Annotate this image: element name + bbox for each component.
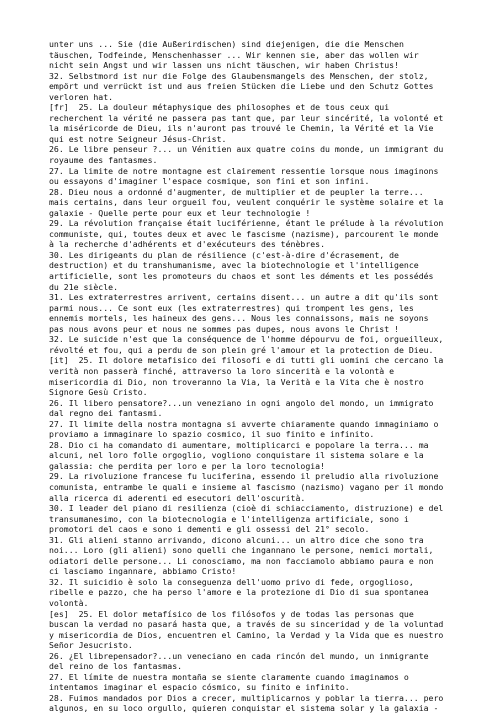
text-line: révolté et fou, qui a perdu de son plein gré l'amour et la protection de Dieu. xyxy=(49,344,434,355)
text-line: odiatori delle persone... Li conosciamo, ma non facciamolo abbiamo paura e non xyxy=(49,555,434,566)
text-line: empört und verrückt ist und aus freien Stücken die Liebe und den Schutz Gottes xyxy=(49,81,434,92)
text-line: noi... Loro (gli alieni) sono quelli che ingannano le persone, nemici mortali, xyxy=(49,545,434,556)
text-line: 27. Il limite della nostra montagna si avverte chiaramente quando immaginiamo o xyxy=(49,418,439,429)
text-line: 26. Le libre penseur ?... un Vénitien aux quatre coins du monde, un immigrant du xyxy=(49,144,444,155)
text-line: nicht sein Angst und wir lassen uns nicht täuschen, wir haben Christus! xyxy=(49,60,399,71)
text-line: buscan la verdad no pasará hasta que, a través de su sinceridad y de la voluntad xyxy=(49,619,444,630)
text-line: 30. I leader del piano di resilienza (cioè di schiacciamento, distruzione) e del xyxy=(49,503,444,514)
text-line: 28. Fuimos mandados por Dios a crecer, multiplicarnos y poblar la tierra... pero xyxy=(49,692,444,703)
text-line: 26. Il libero pensatore?...un veneziano in ogni angolo del mondo, un immigrato xyxy=(49,397,434,408)
text-line: galaxie - Quelle perte pour eux et leur technologie ! xyxy=(49,207,311,218)
text-line: communiste, qui, toutes deux et avec le fascisme (nazisme), parcourent le monde xyxy=(49,228,439,239)
text-line: mais certains, dans leur orgueil fou, veulent conquérir le système solaire et la xyxy=(49,197,444,208)
text-line: alcuni, nel loro folle orgoglio, vogliono conquistare il sistema solare e la xyxy=(49,450,424,461)
text-line: intentamos imaginar el espacio cósmico, su finito e infinito. xyxy=(49,682,350,693)
text-line: 29. La rivoluzione francese fu luciferina, essendo il preludio alla rivoluzione xyxy=(49,471,439,482)
text-line: 26. ¿El librepensador?...un veneciano en cada rincón del mundo, un inmigrante xyxy=(49,650,429,661)
text-line: 31. Gli alieni stanno arrivando, dicono alcuni... un altro dice che sono tra xyxy=(49,534,424,545)
text-line: del reino de los fantasmas. xyxy=(49,661,183,672)
text-line: [fr] 25. La douleur métaphysique des philosophes et de tous ceux qui xyxy=(49,102,390,113)
text-line: à la recherche d'adhérents et d'exécuteurs des ténèbres. xyxy=(49,239,326,250)
text-line: algunos, en su loco orgullo, quieren conquistar el sistema solar y la galaxia - xyxy=(49,703,439,714)
text-line: 30. Les dirigeants du plan de résilience (c'est-à-dire d'écrasement, de xyxy=(49,249,399,260)
text-line: ennemis mortels, les haineux des gens... Nous les connaissons, mais ne soyons xyxy=(49,313,429,324)
text-line: recherchent la vérité ne passera pas tant que, par leur sincérité, la volonté et xyxy=(49,112,444,123)
text-line: destruction) et du transhumanisme, avec la biotechnologie et l'intelligence xyxy=(49,260,419,271)
text-line: ribelle e pazzo, che ha perso l'amore e la protezione di Dio di sua spontanea xyxy=(49,587,429,598)
text-line: comunista, entrambe le quali e insieme al fascismo (nazismo) vagano per il mondo xyxy=(49,481,444,492)
text-line: qui est notre Seigneur Jésus-Christ. xyxy=(49,133,227,144)
text-line: 32. Le suicide n'est que la conséquence de l'homme dépourvu de foi, orgueilleux, xyxy=(49,334,444,345)
text-line: du 21e siècle. xyxy=(49,281,119,292)
text-line: 29. La révolution française était luciférienne, étant le prélude à la révolution xyxy=(49,218,444,229)
text-line: alla ricerca di aderenti ed esecutori dell'oscurità. xyxy=(49,492,306,503)
text-line: promotori del caos e sono i dementi e gli ossessi del 21° secolo. xyxy=(49,524,370,535)
text-line: 27. La limite de notre montagne est clairement ressentie lorsque nous imaginons xyxy=(49,165,439,176)
text-line: y misericordia de Dios, encuentren el Camino, la Verdad y la Vida que es nuestro xyxy=(49,629,444,640)
text-line: verità non passerà finché, attraverso la loro sincerità e la volontà e xyxy=(49,365,395,376)
text-line: ou essayons d'imaginer l'espace cosmique, son fini et son infini. xyxy=(49,176,370,187)
text-line: Signore Gesù Cristo. xyxy=(49,387,148,398)
text-line: Señor Jesucristo. xyxy=(49,640,133,651)
document-page xyxy=(49,39,475,714)
text-line: transumanesimo, con la biotecnologia e l'intelligenza artificiale, sono i xyxy=(49,513,409,524)
text-line: [it] 25. Il dolore metafisico dei filosofi e di tutti gli uomini che cercano la xyxy=(49,355,444,366)
text-line: 32. Il suicidio è solo la conseguenza dell'uomo privo di fede, orgoglioso, xyxy=(49,576,414,587)
text-line: parmi nous... Ce sont eux (les extraterrestres) qui trompent les gens, les xyxy=(49,302,414,313)
text-line: dal regno dei fantasmi. xyxy=(49,408,163,419)
text-line: unter uns ... Sie (die Außerirdischen) sind diejenigen, die die Menschen xyxy=(49,39,404,49)
text-line: misericordia di Dio, non troveranno la Via, la Verità e la Vita che è nostro xyxy=(49,376,424,387)
text-line: 31. Les extraterrestres arrivent, certains disent... un autre a dit qu'ils sont xyxy=(49,292,439,303)
text-line: 28. Dio ci ha comandato di aumentare, moltiplicarci e popolare la terra... ma xyxy=(49,439,429,450)
text-line: [es] 25. El dolor metafísico de los filósofos y de todas las personas que xyxy=(49,608,414,619)
text-line: proviamo a immaginare lo spazio cosmico, il suo finito e infinito. xyxy=(49,429,375,440)
text-line: volontà. xyxy=(49,597,89,608)
text-line: pas nous avons peur et nous ne sommes pas dupes, nous avons le Christ ! xyxy=(49,323,399,334)
text-line: la miséricorde de Dieu, ils n'auront pas trouvé le Chemin, la Vérité et la Vie xyxy=(49,123,434,134)
text-line: artificielle, sont les promoteurs du chaos et sont les déments et les possédés xyxy=(49,271,434,282)
text-line: verloren hat. xyxy=(49,91,114,102)
text-line: royaume des fantasmes. xyxy=(49,155,158,166)
text-line: täuschen, Todfeinde, Menschenhasser ... Wir kennen sie, aber das wollen wir xyxy=(49,49,419,60)
text-line: 28. Dieu nous a ordonné d'augmenter, de multiplier et de peupler la terre... xyxy=(49,186,424,197)
text-line: ci lasciamo ingannare, abbiamo Cristo! xyxy=(49,566,237,577)
text-line: 27. El límite de nuestra montaña se siente claramente cuando imaginamos o xyxy=(49,671,409,682)
text-line: galassia: che perdita per loro e per la loro tecnologia! xyxy=(49,460,326,471)
text-line: 32. Selbstmord ist nur die Folge des Glaubensmangels des Menschen, der stolz, xyxy=(49,70,429,81)
